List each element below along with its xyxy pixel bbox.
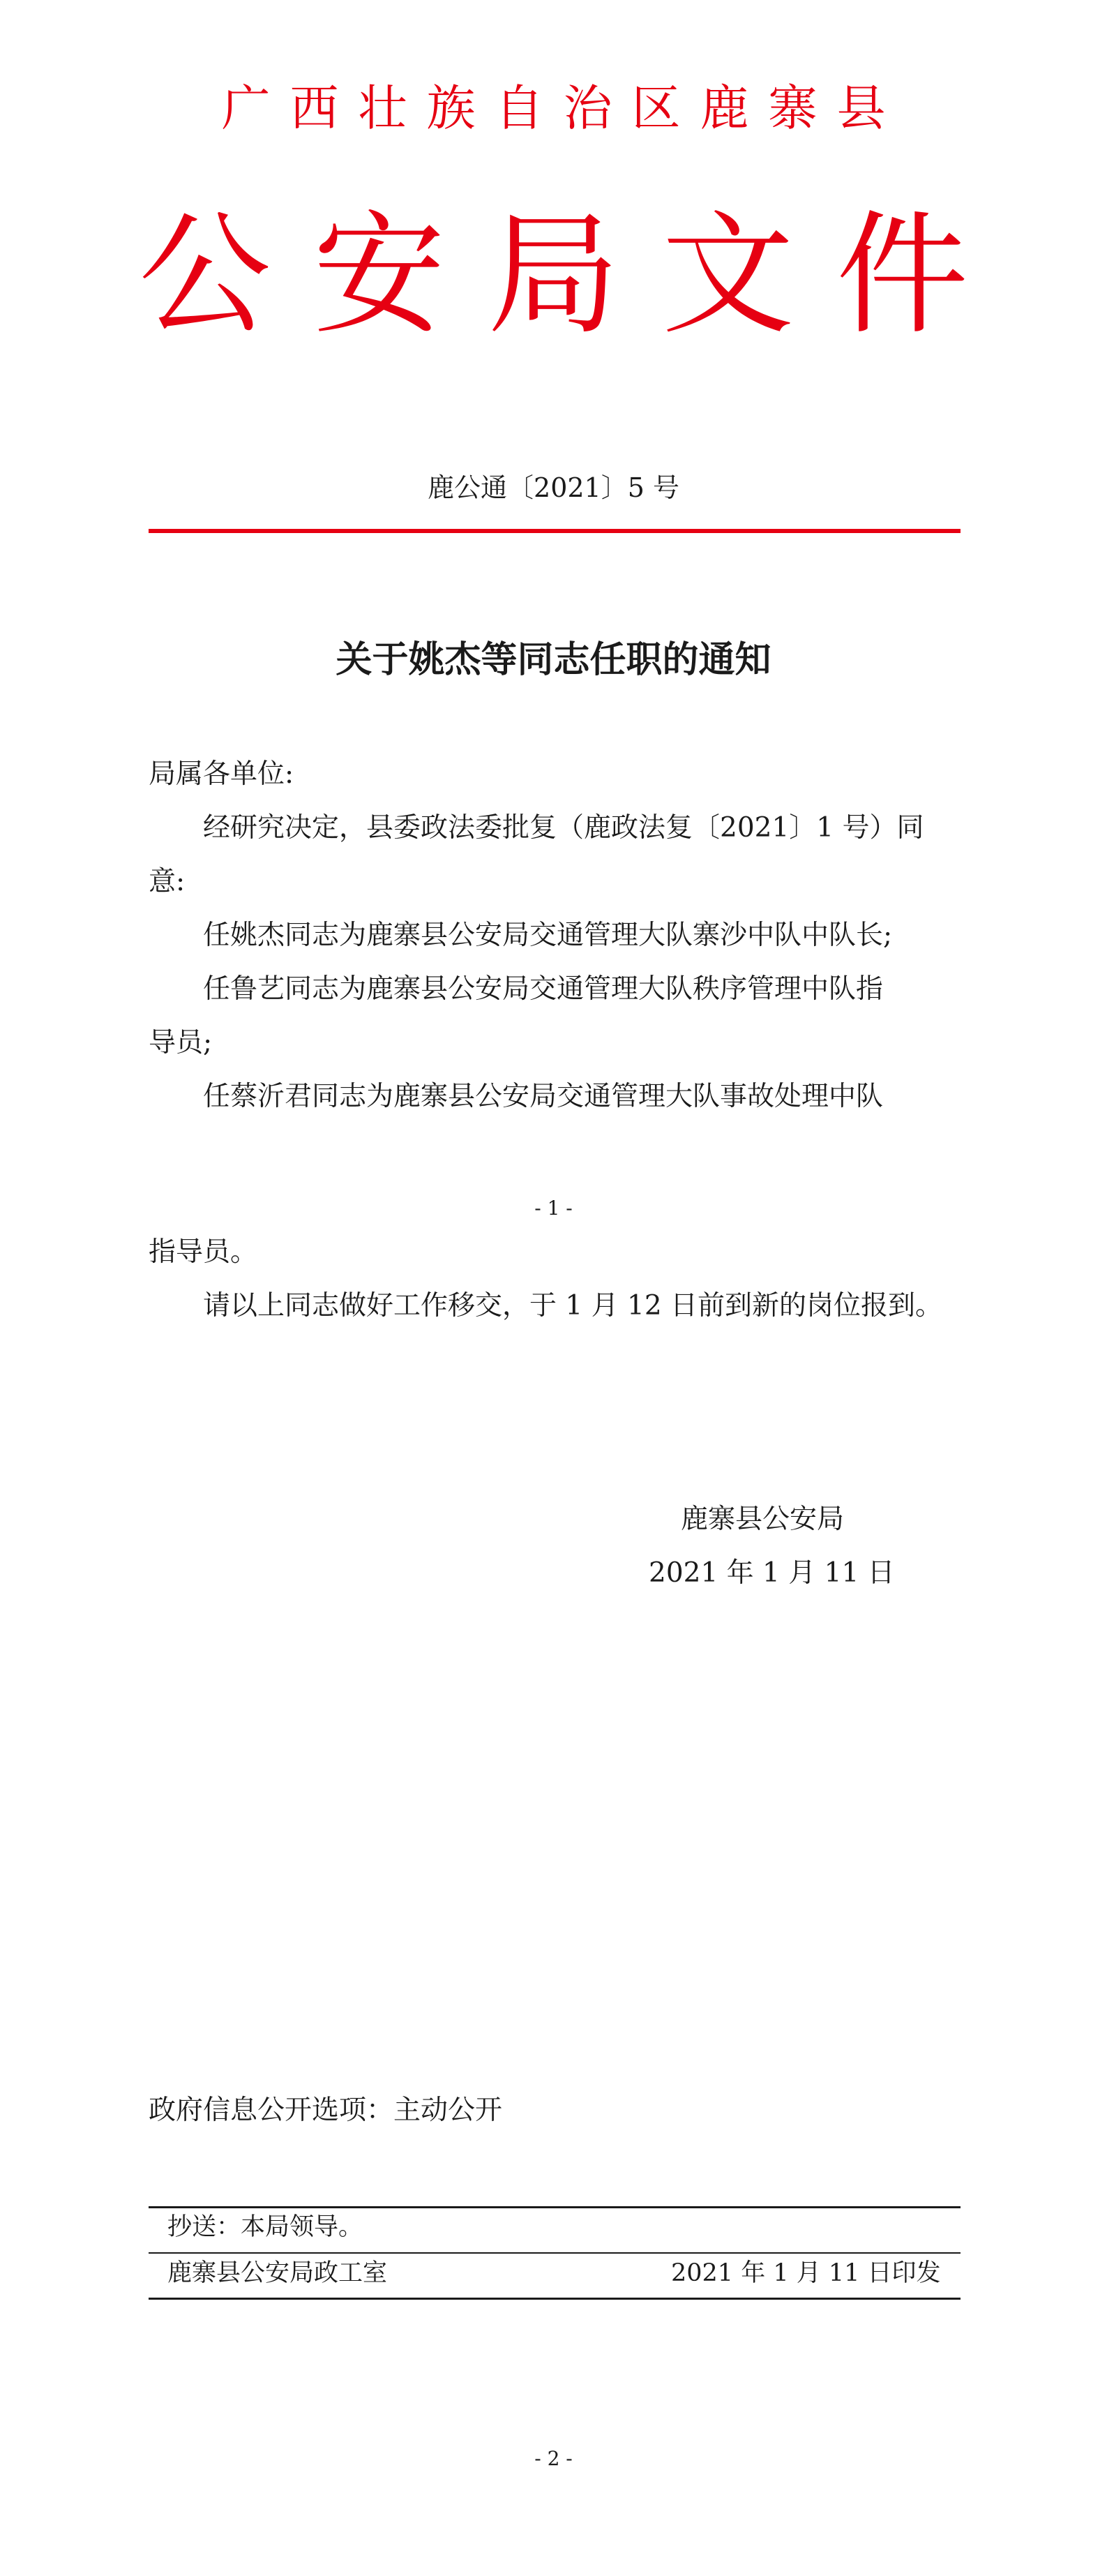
page-number-1: - 1 - — [534, 1197, 573, 1220]
cc-recipients: 抄送：本局领导。 — [167, 2213, 363, 2241]
disclosure-option: 政府信息公开选项：主动公开 — [149, 2095, 503, 2126]
appointment-item-2-line1: 任鲁艺同志为鹿寨县公安局交通管理大队秩序管理中队指 — [203, 973, 884, 1005]
appointment-item-3-line1: 任蔡沂君同志为鹿寨县公安局交通管理大队事故处理中队 — [203, 1081, 884, 1112]
appointment-item-1: 任姚杰同志为鹿寨县公安局交通管理大队寨沙中队中队长; — [203, 920, 893, 951]
salutation: 局属各单位: — [149, 758, 294, 790]
signature-date: 2021 年 1 月 11 日 — [649, 1557, 895, 1589]
appointment-item-3-line2: 指导员。 — [149, 1236, 258, 1268]
issuer-region-heading: 广西壮族自治区鹿寨县 — [221, 80, 905, 137]
footer-top-rule — [149, 2206, 961, 2208]
paragraph-decision-line1: 经研究决定，县委政法委批复（鹿政法复〔2021〕1 号）同 — [203, 812, 924, 844]
paragraph-decision-line2: 意: — [149, 866, 186, 897]
red-divider — [149, 529, 961, 533]
footer-middle-rule — [149, 2252, 961, 2254]
closing-paragraph: 请以上同志做好工作移交，于 1 月 12 日前到新的岗位报到。 — [203, 1290, 943, 1321]
issuing-office: 鹿寨县公安局政工室 — [167, 2259, 388, 2287]
document-title: 关于姚杰等同志任职的通知 — [336, 638, 771, 681]
issuer-document-heading: 公安局文件 — [138, 198, 1011, 352]
issue-date: 2021 年 1 月 11 日印发 — [671, 2259, 941, 2287]
signature-organization: 鹿寨县公安局 — [681, 1504, 845, 1535]
page-number-2: - 2 - — [534, 2447, 573, 2470]
document-number: 鹿公通〔2021〕5 号 — [428, 472, 679, 503]
appointment-item-2-line2: 导员; — [149, 1027, 213, 1058]
footer-bottom-rule — [149, 2298, 961, 2300]
